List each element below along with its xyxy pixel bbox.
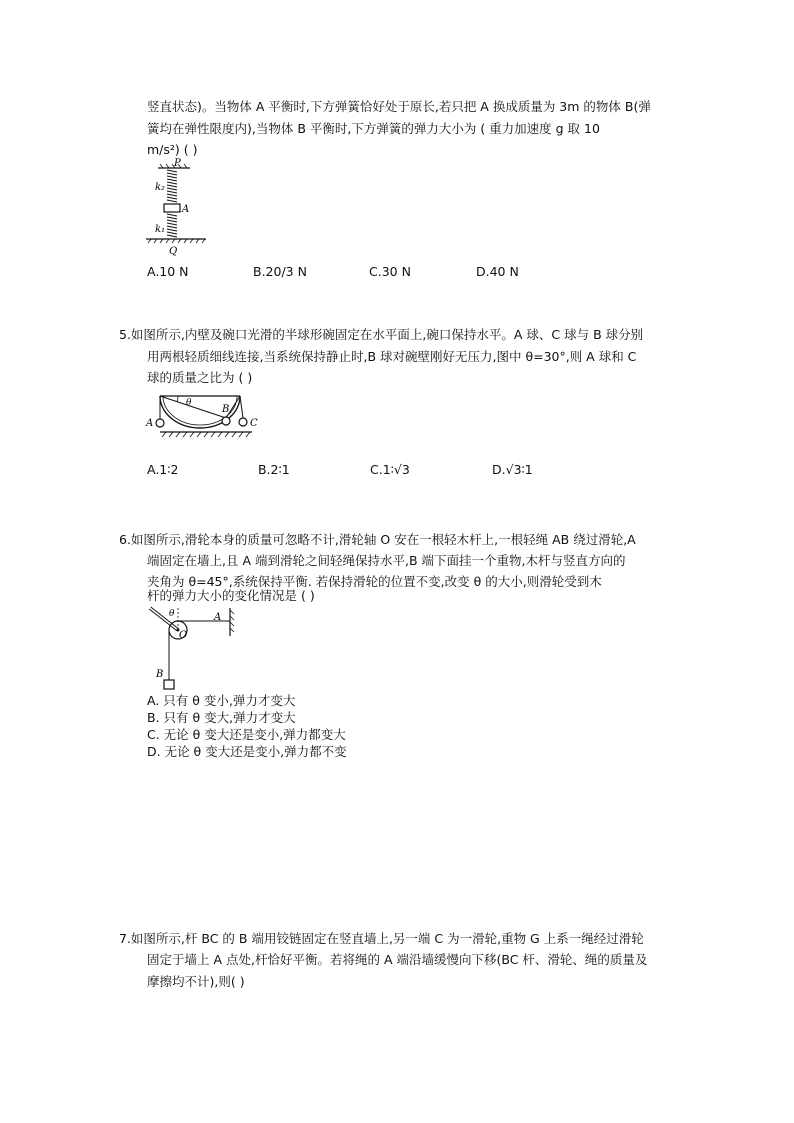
q5-line-2: 用两根轻质细线连接,当系统保持静止时,B 球对碗壁刚好无压力,图中 θ=30°,则 A 球和 C bbox=[147, 349, 637, 364]
q4-option-c[interactable]: C.30 N bbox=[369, 264, 411, 279]
q5-bowl-figure bbox=[144, 390, 274, 446]
q4-label-k2: k₂ bbox=[155, 182, 166, 193]
q6-line-3: 夹角为 θ=45°,系统保持平衡. 若保持滑轮的位置不变,改变 θ 的大小,则滑轮受到木 bbox=[147, 574, 602, 589]
q6-label-a: A bbox=[214, 612, 222, 623]
q4-option-a[interactable]: A.10 N bbox=[147, 264, 189, 279]
q4-line-1: 竖直状态)。当物体 A 平衡时,下方弹簧恰好处于原长,若只把 A 换成质量为 3m 的物体 B(弹 bbox=[147, 99, 651, 114]
q5-option-d[interactable]: D.√3∶1 bbox=[492, 462, 533, 477]
q4-label-q: Q bbox=[169, 246, 178, 257]
q6-option-b[interactable]: B. 只有 θ 变大,弹力才变大 bbox=[147, 710, 296, 725]
q4-line-2: 簧均在弹性限度内),当物体 B 平衡时,下方弹簧的弹力大小为 ( 重力加速度 g 取 10 bbox=[147, 121, 600, 136]
q6-option-c[interactable]: C. 无论 θ 变大还是变小,弹力都变大 bbox=[147, 727, 346, 742]
q6-label-o: O bbox=[179, 630, 188, 641]
q5-line-3: 球的质量之比为 ( ) bbox=[147, 370, 253, 385]
q5-option-a[interactable]: A.1∶2 bbox=[147, 462, 179, 477]
q4-label-a: A bbox=[182, 204, 190, 215]
q6-label-theta: θ bbox=[169, 609, 175, 619]
q4-label-p: P bbox=[174, 158, 181, 169]
q6-line-2: 端固定在墙上,且 A 端到滑轮之间轻绳保持水平,B 端下面挂一个重物,木杆与竖直方向的 bbox=[147, 553, 626, 568]
q7-line-2: 固定于墙上 A 点处,杆恰好平衡。若将绳的 A 端沿墙缓慢向下移(BC 杆、滑轮、绳的质量及 bbox=[147, 952, 648, 967]
q5-option-b[interactable]: B.2∶1 bbox=[258, 462, 290, 477]
q4-line-3: m/s²) ( ) bbox=[147, 142, 198, 157]
q4-label-k1: k₁ bbox=[155, 224, 166, 235]
q5-label-theta: θ bbox=[186, 398, 192, 408]
q4-option-d[interactable]: D.40 N bbox=[476, 264, 519, 279]
q5-line-1: 5.如图所示,内壁及碗口光滑的半球形碗固定在水平面上,碗口保持水平。A 球、C 球与 B 球分别 bbox=[119, 327, 644, 342]
q4-option-b[interactable]: B.20/3 N bbox=[253, 264, 307, 279]
q6-option-a[interactable]: A. 只有 θ 变小,弹力才变大 bbox=[147, 693, 296, 708]
q5-label-b: B bbox=[222, 404, 230, 415]
q6-label-b: B bbox=[156, 669, 164, 680]
q6-pulley-figure bbox=[144, 604, 244, 696]
q7-line-1: 7.如图所示,杆 BC 的 B 端用铰链固定在竖直墙上,另一端 C 为一滑轮,重物 G 上系一绳经过滑轮 bbox=[119, 931, 644, 946]
q6-line-4: 杆的弹力大小的变化情况是 ( ) bbox=[147, 588, 315, 603]
q6-line-1: 6.如图所示,滑轮本身的质量可忽略不计,滑轮轴 O 安在一根轻木杆上,一根轻绳 AB 绕过滑轮,A bbox=[119, 532, 636, 547]
q5-label-a: A bbox=[146, 418, 154, 429]
q6-option-d[interactable]: D. 无论 θ 变大还是变小,弹力都不变 bbox=[147, 744, 347, 759]
q4-spring-figure bbox=[144, 158, 214, 258]
q7-line-3: 摩擦均不计),则( ) bbox=[147, 974, 245, 989]
q5-label-c: C bbox=[250, 418, 258, 429]
q5-option-c[interactable]: C.1∶√3 bbox=[370, 462, 410, 477]
